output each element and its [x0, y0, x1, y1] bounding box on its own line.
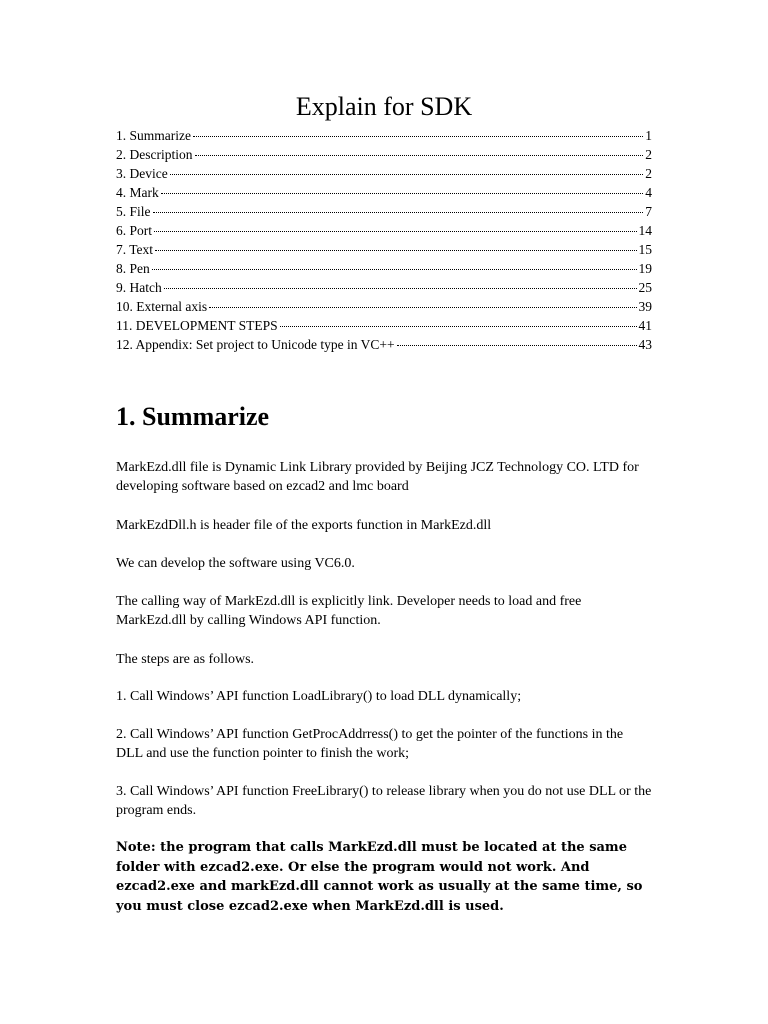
toc-entry-page: 41 [638, 318, 652, 333]
paragraph-7: 2. Call Windows’ API function GetProcAddrress() to get the pointer of the functions in the DLL and use the function pointer to finish the work; [116, 727, 624, 761]
toc-entry-page: 7 [645, 204, 652, 219]
toc-entry-page: 15 [638, 242, 652, 257]
toc-entry-label: 9. Hatch [116, 280, 162, 295]
document-title: Explain for SDK [295, 92, 473, 121]
toc-leader-dots [397, 344, 637, 346]
toc-entry-8[interactable] [116, 259, 652, 278]
paragraph-4: The calling way of MarkEzd.dll is explicitly link. Developer needs to load and free MarkEzd.dll by calling Windows API function. [116, 594, 582, 628]
toc-entry-5[interactable] [116, 202, 652, 221]
paragraph-3: We can develop the software using VC6.0. [116, 556, 355, 571]
toc-leader-dots [280, 325, 637, 327]
toc-entry-label: 8. Pen [116, 261, 150, 276]
toc-entry-page: 4 [645, 185, 652, 200]
toc-entry-page: 2 [645, 147, 652, 162]
toc-entry-label: 12. Appendix: Set project to Unicode type in VC++ [116, 337, 395, 352]
toc-entry-page: 2 [645, 166, 652, 181]
toc-entry-page: 43 [638, 337, 652, 352]
toc-entry-11[interactable] [116, 316, 652, 335]
toc-leader-dots [152, 268, 637, 270]
paragraph-8: 3. Call Windows’ API function FreeLibrary() to release library when you do not use DLL or the program ends. [116, 784, 652, 818]
toc-entry-6[interactable] [116, 221, 652, 240]
toc-entry-label: 5. File [116, 204, 151, 219]
toc-entry-4[interactable] [116, 183, 652, 202]
toc-leader-dots [155, 249, 636, 251]
toc-leader-dots [164, 287, 637, 289]
toc-entry-label: 7. Text [116, 242, 154, 257]
toc-entry-label: 1. Summarize [116, 128, 191, 143]
toc-entry-1[interactable] [116, 126, 652, 145]
toc-entry-page: 39 [638, 299, 652, 314]
toc-entry-7[interactable] [116, 240, 652, 259]
toc-entry-page: 19 [638, 261, 652, 276]
toc-leader-dots [195, 154, 644, 156]
toc-leader-dots [154, 230, 636, 232]
toc-entry-10[interactable] [116, 297, 652, 316]
paragraph-6: 1. Call Windows’ API function LoadLibrary() to load DLL dynamically; [116, 689, 522, 704]
paragraph-5: The steps are as follows. [116, 652, 255, 667]
toc-leader-dots [193, 135, 643, 137]
toc-leader-dots [170, 173, 644, 175]
toc-entry-2[interactable] [116, 145, 652, 164]
toc-entry-label: 6. Port [116, 223, 153, 238]
toc-leader-dots [153, 211, 644, 213]
toc-entry-label: 2. Description [116, 147, 193, 162]
toc-entry-label: 4. Mark [116, 185, 159, 200]
toc-leader-dots [161, 192, 644, 194]
note-paragraph: Note: the program that calls MarkEzd.dll must be located at the same folder with ezcad2.exe. Or else the program would not work. And ezcad2.exe and markEzd.dll cannot work as usually at the same time, so you must close ezcad2.exe when MarkEzd.dll is used. [116, 840, 643, 914]
toc-entry-label: 3. Device [116, 166, 168, 181]
toc-leader-dots [209, 306, 636, 308]
paragraph-2: MarkEzdDll.h is header file of the exports function in MarkEzd.dll [116, 518, 492, 533]
toc-entry-3[interactable] [116, 164, 652, 183]
toc-entry-9[interactable] [116, 278, 652, 297]
table-of-contents [116, 126, 652, 354]
toc-entry-label: 10. External axis [116, 299, 208, 314]
section-heading: 1. Summarize [116, 402, 270, 431]
toc-entry-page: 25 [638, 280, 652, 295]
toc-entry-label: 11. DEVELOPMENT STEPS [116, 318, 278, 333]
toc-entry-page: 1 [645, 128, 652, 143]
toc-entry-12[interactable] [116, 335, 652, 354]
paragraph-1: MarkEzd.dll file is Dynamic Link Library provided by Beijing JCZ Technology CO. LTD for developing software based on ezcad2 and lmc board [116, 460, 639, 494]
toc-entry-page: 14 [638, 223, 652, 238]
